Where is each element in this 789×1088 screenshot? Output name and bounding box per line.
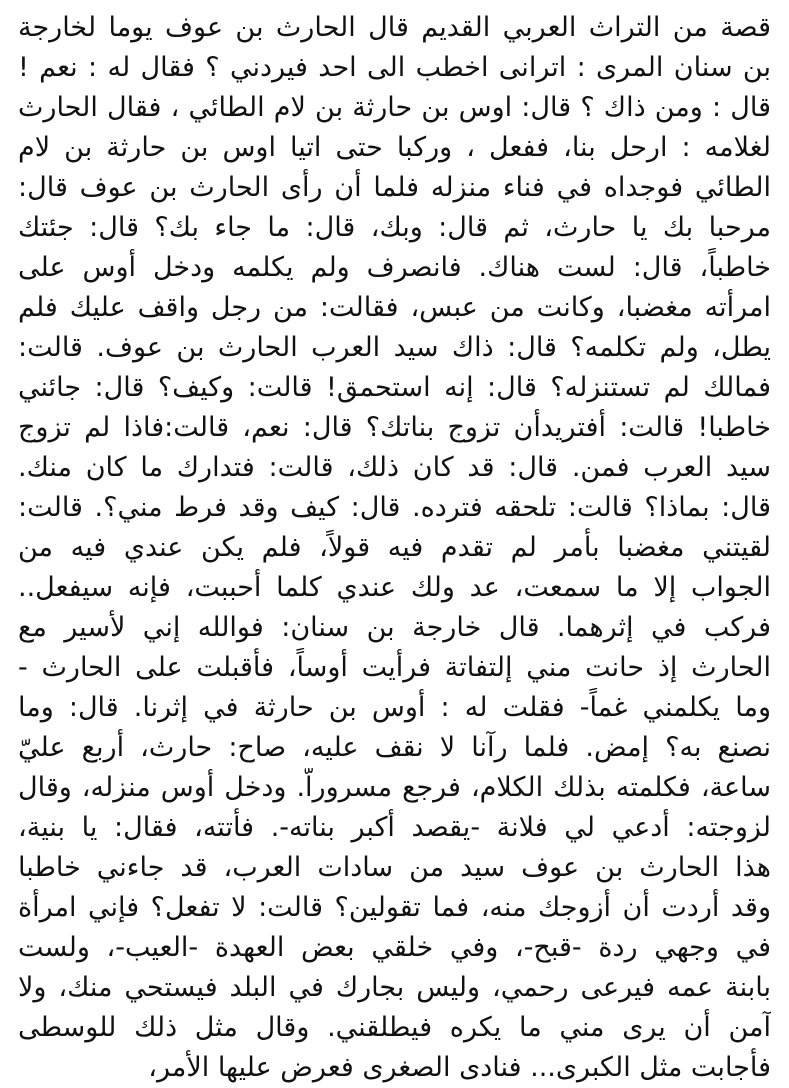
text-line: خاطباً، قال: لست هناك. فانصرف ولم يكلمه ودخل أوس على bbox=[18, 252, 771, 283]
text-line: هذا الحارث بن عوف سيد من سادات العرب، قد جاءني خاطبا bbox=[18, 852, 771, 883]
text-line: مرحبا بك يا حارث، ثم قال: وبك، قال: ما جاء بك؟ قال: جئتك bbox=[18, 212, 771, 243]
text-line: فمالك لم تستنزله؟ قال: إنه استحمق! قالت: وكيف؟ قال: جائني bbox=[18, 372, 771, 403]
text-line: امرأته مغضبا، وكانت من عبس، فقالت: من رجل واقف عليك فلم bbox=[18, 292, 771, 323]
text-line: قصة من التراث العربي القديم قال الحارث بن عوف يوما لخارجة bbox=[18, 12, 771, 43]
text-line: لزوجته: أدعي لي فلانة -يقصد أكبر بناته-. فأتته، فقال: يا بنية، bbox=[18, 812, 771, 843]
text-line: لقيتني مغضبا بأمر لم تقدم فيه قولاً، فلم يكن عندي فيه من bbox=[18, 532, 771, 563]
text-line: يطل، ولم تكلمه؟ قال: ذاك سيد العرب الحارث بن عوف. قالت: bbox=[18, 332, 771, 363]
text-line: خاطبا! قالت: أفتريدأن تزوج بناتك؟ قال: نعم، قالت:فاذا لم تزوج bbox=[18, 412, 771, 443]
text-line: الحارث إذ حانت مني إلتفاتة فرأيت أوساً، فأقبلت على الحارث - bbox=[18, 652, 771, 683]
text-line: ساعة، فكلمته بذلك الكلام، فرجع مسروراّ. ودخل أوس منزله، وقال bbox=[18, 772, 771, 803]
text-line: آمن أن يرى مني ما يكره فيطلقني. وقال مثل ذلك للوسطى bbox=[18, 1012, 771, 1043]
text-line: قال: بماذا؟ قالت: تلحقه فترده. قال: كيف وقد فرط مني؟. قالت: bbox=[18, 492, 771, 523]
text-line: وقد أردت أن أزوجك منه، فما تقولين؟ قالت: لا تفعل؟ فإني امرأة bbox=[18, 892, 771, 923]
text-line: لغلامه : ارحل بنا، ففعل ، وركبا حتى اتيا اوس بن حارثة بن لام bbox=[18, 132, 771, 163]
text-line: الطائي فوجداه في فناء منزله فلما أن رأى الحارث بن عوف قال: bbox=[18, 172, 771, 203]
text-line: الجواب إلا ما سمعت، عد ولك عندي كلما أحببت، فإنه سيفعل.. bbox=[18, 572, 771, 603]
text-line: قال : ومن ذاك ؟ قال: اوس بن حارثة بن لام الطائي ، فقال الحارث bbox=[18, 92, 771, 123]
text-line: سيد العرب فمن. قال: قد كان ذلك، قالت: فتدارك ما كان منك. bbox=[18, 452, 771, 483]
story-text-block bbox=[18, 8, 771, 1088]
text-line: بن سنان المرى : اترانى اخطب الى احد فيردني ؟ فقال له : نعم ! bbox=[18, 52, 771, 83]
text-line: بابنة عمه فيرعى رحمي، وليس بجارك في البلد فيستحي منك، ولا bbox=[18, 972, 771, 1003]
text-line: وما يكلمني غماً- فقلت له : أوس بن حارثة في إثرنا. قال: وما bbox=[18, 692, 771, 723]
text-line: فركب في إثرهما. قال خارجة بن سنان: فوالله إني لأسير مع bbox=[18, 612, 771, 643]
text-line: نصنع به؟ إمض. فلما رآنا لا نقف عليه، صاح: حارث، أربع عليّ bbox=[18, 732, 771, 763]
text-line: في وجهي ردة -قبح-، وفي خلقي بعض العهدة -العيب-، ولست bbox=[18, 932, 771, 963]
text-line: فأجابت مثل الكبرى... فنادى الصغرى فعرض عليها الأمر، bbox=[148, 1052, 771, 1083]
